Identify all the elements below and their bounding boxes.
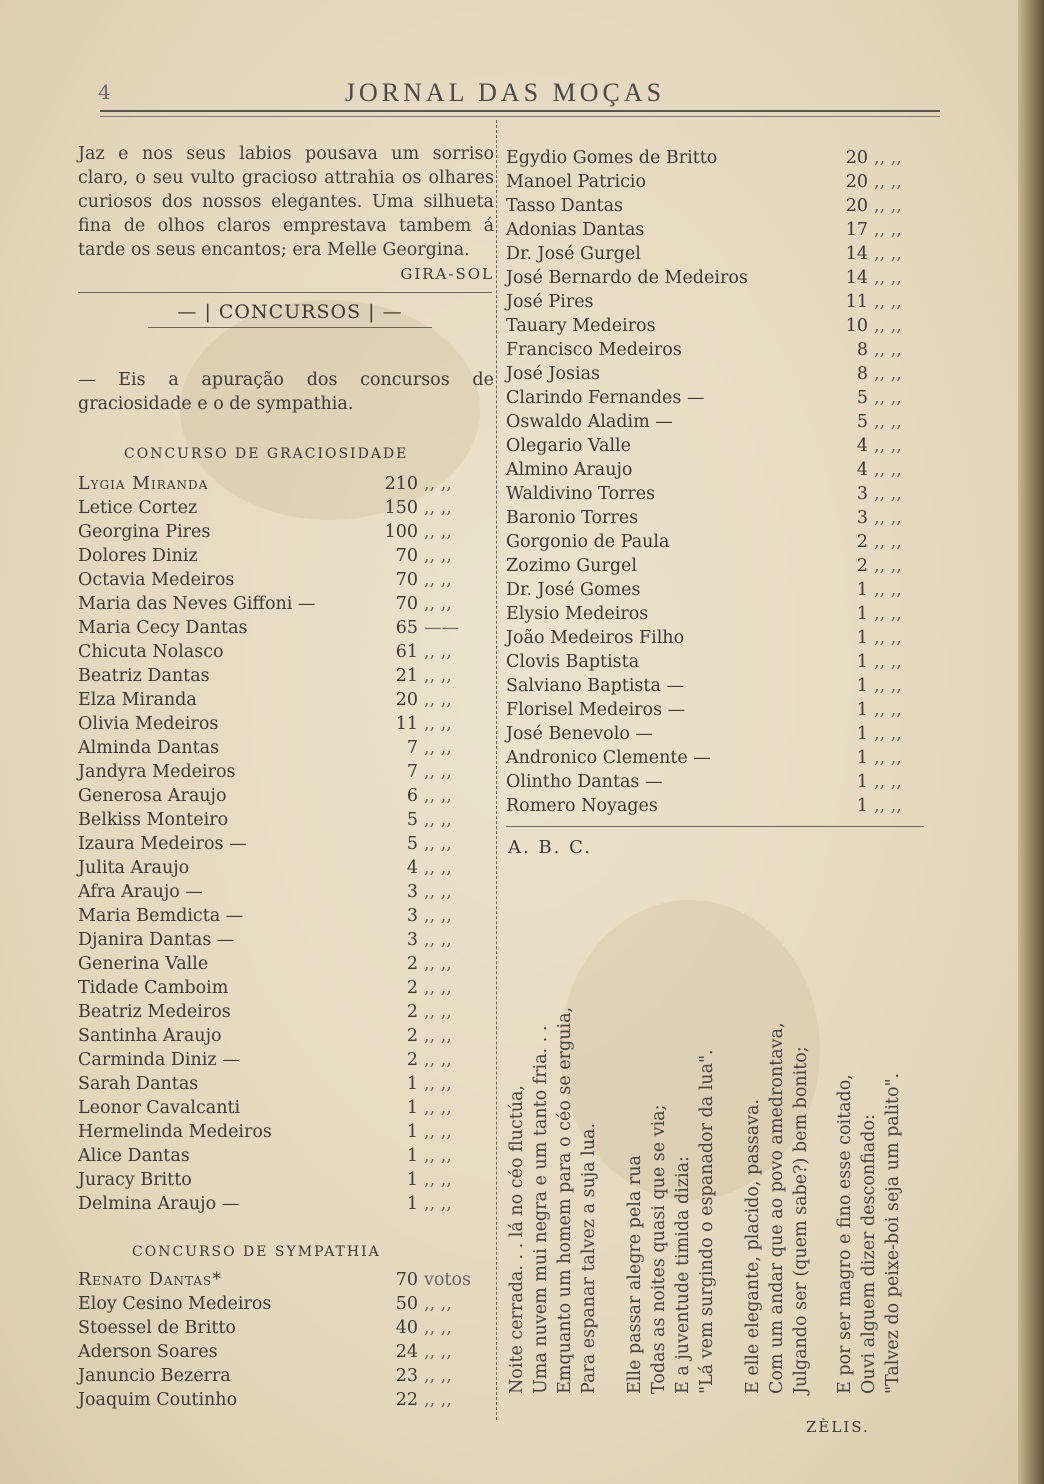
vote-count: 5 — [856, 388, 868, 408]
result-row — [78, 688, 494, 712]
candidate-name: Hermelinda Medeiros — [78, 1122, 272, 1142]
right-column — [506, 146, 926, 858]
vote-unit: ,, ,, — [424, 570, 452, 590]
vote-unit: ,, ,, — [424, 1146, 452, 1166]
vote-count: 1 — [406, 1194, 418, 1214]
vote-unit: ,, ,, — [424, 666, 452, 686]
vote-count: 1 — [856, 604, 868, 624]
candidate-name: Delmina Araujo — — [78, 1194, 240, 1214]
result-row — [506, 578, 926, 602]
candidate-name: Generina Valle — [78, 954, 209, 974]
vote-count: 20 — [845, 196, 868, 216]
vote-count: 1 — [856, 580, 868, 600]
vote-unit: ,, ,, — [874, 796, 902, 816]
candidate-name: Oswaldo Aladim — — [506, 412, 673, 432]
vote-unit: ,, ,, — [424, 1170, 452, 1190]
candidate-name: Eloy Cesino Medeiros — [78, 1294, 272, 1314]
prose-paragraph: Jaz e nos seus labios pousava um sorriso claro, o seu vulto gracioso attrahia os olhares curiosos dos nossos elegantes. Uma silhueta fina de olhos claros emprestava tambem á tarde os seus encantos; era Melle Georgina. — [78, 144, 494, 260]
candidate-name: Egydio Gomes de Britto — [506, 148, 718, 168]
vote-unit: ,, ,, — [424, 810, 452, 830]
result-row — [78, 760, 494, 784]
candidate-name: Waldivino Torres — [506, 484, 656, 504]
result-row — [78, 1024, 494, 1048]
vote-unit: ,, ,, — [874, 172, 902, 192]
poem-line: "Talvez do peixe-boi seja um palito". — [883, 1072, 903, 1394]
result-row — [78, 1096, 494, 1120]
vote-unit: ,, ,, — [424, 522, 452, 542]
result-row — [78, 1292, 494, 1316]
result-row — [506, 146, 926, 170]
result-row — [78, 616, 494, 640]
vote-unit: ,, ,, — [424, 1122, 452, 1142]
vote-count: 70 — [395, 546, 418, 566]
vote-count: 17 — [845, 220, 868, 240]
result-row — [506, 626, 926, 650]
result-row — [506, 266, 926, 290]
vote-unit: ,, ,, — [874, 748, 902, 768]
header-rule — [100, 110, 940, 117]
poem-line: Ouvi alguem dizer desconfiado: — [859, 1114, 879, 1394]
vote-count: 1 — [406, 1170, 418, 1190]
vote-count: 70 — [395, 1270, 418, 1290]
candidate-name: Tasso Dantas — [506, 196, 623, 216]
candidate-name: Olintho Dantas — — [506, 772, 663, 792]
vote-unit: ,, ,, — [424, 1074, 452, 1094]
graciosidade-list — [78, 472, 494, 1216]
vote-count: 1 — [856, 796, 868, 816]
candidate-name: Beatriz Medeiros — [78, 1002, 231, 1022]
poem-line: Uma nuvem mui negra e um tanto fria. . . — [531, 1025, 551, 1394]
vote-count: 100 — [384, 522, 418, 542]
result-row — [78, 1000, 494, 1024]
vote-unit: ,, ,, — [424, 594, 452, 614]
candidate-name: Joaquim Coutinho — [78, 1390, 238, 1410]
candidate-name: Dolores Diniz — [78, 546, 198, 566]
vote-unit: ,, ,, — [424, 882, 452, 902]
result-row — [506, 170, 926, 194]
vote-unit: ,, ,, — [424, 1390, 452, 1410]
vote-count: 3 — [406, 930, 418, 950]
candidate-name: Florisel Medeiros — — [506, 700, 686, 720]
vote-unit: ,, ,, — [424, 858, 452, 878]
vote-count: 61 — [395, 642, 418, 662]
vote-unit: ,, ,, — [424, 1342, 452, 1362]
result-row — [78, 832, 494, 856]
result-row — [78, 712, 494, 736]
candidate-name: Maria das Neves Giffoni — — [78, 594, 316, 614]
vote-count: 3 — [406, 906, 418, 926]
vote-count: 5 — [406, 834, 418, 854]
vote-unit: ,, ,, — [874, 772, 902, 792]
vote-count: 20 — [845, 172, 868, 192]
vote-count: 8 — [856, 364, 868, 384]
result-row — [78, 1340, 494, 1364]
candidate-name: Olivia Medeiros — [78, 714, 219, 734]
vote-count: 210 — [384, 474, 418, 494]
result-row — [506, 482, 926, 506]
vote-unit: ,, ,, — [424, 1026, 452, 1046]
candidate-name: Andronico Clemente — — [506, 748, 711, 768]
vote-count: 3 — [856, 484, 868, 504]
candidate-name: Stoessel de Britto — [78, 1318, 236, 1338]
vote-unit: ,, ,, — [874, 724, 902, 744]
result-row — [78, 592, 494, 616]
vote-unit: ,, ,, — [424, 1366, 452, 1386]
result-row — [506, 650, 926, 674]
vote-count: 22 — [395, 1390, 418, 1410]
vote-unit: ,, ,, — [874, 292, 902, 312]
result-row — [78, 736, 494, 760]
candidate-name: Izaura Medeiros — — [78, 834, 247, 854]
abc-rule — [506, 826, 924, 827]
result-row — [78, 1192, 494, 1216]
result-row — [78, 1316, 494, 1340]
candidate-name: Lygia Miranda — [78, 474, 209, 494]
vote-count: 4 — [856, 460, 868, 480]
sympathia-title: CONCURSO DE SYMPATHIA — [132, 1244, 381, 1260]
vote-unit: ,, ,, — [424, 1002, 452, 1022]
poem-line: Elle passar alegre pela rua — [625, 1155, 645, 1394]
vote-unit: ,, ,, — [874, 604, 902, 624]
candidate-name: Olegario Valle — [506, 436, 632, 456]
vote-count: 2 — [406, 978, 418, 998]
vote-unit: ,, ,, — [874, 676, 902, 696]
abc-title: A. B. C. — [508, 837, 592, 858]
vote-count: 40 — [395, 1318, 418, 1338]
candidate-name: Chicuta Nolasco — [78, 642, 224, 662]
journal-title: JORNAL DAS MOÇAS — [344, 78, 666, 107]
candidate-name: Georgina Pires — [78, 522, 211, 542]
vote-count: 21 — [395, 666, 418, 686]
column-divider — [496, 120, 497, 1420]
poem-line: Com um andar que ao povo amedrontava, — [767, 1022, 787, 1394]
vote-count: 20 — [845, 148, 868, 168]
sympathia-continued-list — [506, 146, 926, 818]
candidate-name: José Benevolo — — [506, 724, 653, 744]
candidate-name: Leonor Cavalcanti — [78, 1098, 241, 1118]
vote-unit: ,, ,, — [424, 1050, 452, 1070]
vote-count: 1 — [856, 628, 868, 648]
result-row — [506, 698, 926, 722]
vote-count: 150 — [384, 498, 418, 518]
result-row — [506, 218, 926, 242]
candidate-name: Juracy Britto — [78, 1170, 192, 1190]
result-row — [78, 1168, 494, 1192]
vote-unit: —— — [424, 618, 459, 638]
sympathia-list — [78, 1268, 494, 1412]
vote-unit: ,, ,, — [424, 474, 452, 494]
result-row — [78, 856, 494, 880]
vote-unit: ,, ,, — [874, 436, 902, 456]
result-row — [506, 794, 926, 818]
vote-unit: ,, ,, — [874, 484, 902, 504]
abc-poem — [506, 888, 926, 1408]
vote-count: 2 — [406, 1050, 418, 1070]
vote-count: 50 — [395, 1294, 418, 1314]
vote-count: 1 — [856, 676, 868, 696]
result-row — [78, 1364, 494, 1388]
result-row — [506, 194, 926, 218]
vote-count: 2 — [406, 1026, 418, 1046]
result-row — [506, 386, 926, 410]
poem-line: Julgando ser (quem sabe?) bem bonito; — [791, 1046, 811, 1394]
candidate-name: Djanira Dantas — — [78, 930, 235, 950]
result-row — [78, 808, 494, 832]
vote-unit: ,, ,, — [424, 978, 452, 998]
vote-count: 8 — [856, 340, 868, 360]
vote-unit: ,, ,, — [424, 762, 452, 782]
result-row — [78, 496, 494, 520]
result-row — [78, 640, 494, 664]
result-row — [506, 410, 926, 434]
candidate-name: Romero Noyages — [506, 796, 658, 816]
vote-unit: ,, ,, — [424, 1318, 452, 1338]
candidate-name: José Bernardo de Medeiros — [506, 268, 748, 288]
page-edge — [1018, 0, 1044, 1484]
candidate-name: Adonias Dantas — [506, 220, 645, 240]
candidate-name: Maria Bemdicta — — [78, 906, 244, 926]
vote-unit: ,, ,, — [424, 498, 452, 518]
result-row — [506, 554, 926, 578]
page-number: 4 — [98, 80, 111, 104]
candidate-name: Belkiss Monteiro — [78, 810, 229, 830]
vote-count: 1 — [856, 748, 868, 768]
vote-unit: ,, ,, — [874, 388, 902, 408]
vote-count: 2 — [406, 954, 418, 974]
candidate-name: Almino Araujo — [506, 460, 633, 480]
vote-unit: ,, ,, — [874, 196, 902, 216]
vote-count: 65 — [395, 618, 418, 638]
candidate-name: Alminda Dantas — [78, 738, 220, 758]
vote-count: 1 — [856, 652, 868, 672]
candidate-name: João Medeiros Filho — [506, 628, 685, 648]
vote-count: 6 — [406, 786, 418, 806]
result-row — [78, 1388, 494, 1412]
candidate-name: Jandyra Medeiros — [78, 762, 236, 782]
vote-count: 1 — [406, 1074, 418, 1094]
vote-count: 4 — [856, 436, 868, 456]
vote-count: 2 — [856, 556, 868, 576]
vote-count: 1 — [856, 772, 868, 792]
candidate-name: Carminda Diniz — — [78, 1050, 240, 1070]
vote-count: 11 — [395, 714, 418, 734]
vote-unit: ,, ,, — [424, 642, 452, 662]
poem-line: E por ser magro e fino esse coitado, — [835, 1074, 855, 1394]
vote-unit: ,, ,, — [424, 1098, 452, 1118]
result-row — [506, 602, 926, 626]
intro-prose — [78, 142, 494, 286]
candidate-name: Baronio Torres — [506, 508, 639, 528]
candidate-name: Generosa Araujo — [78, 786, 227, 806]
vote-count: 5 — [406, 810, 418, 830]
vote-unit: votos — [424, 1270, 471, 1290]
vote-unit: ,, ,, — [874, 580, 902, 600]
vote-unit: ,, ,, — [874, 532, 902, 552]
vote-count: 10 — [845, 316, 868, 336]
candidate-name: José Pires — [506, 292, 594, 312]
vote-count: 20 — [395, 690, 418, 710]
vote-unit: ,, ,, — [874, 316, 902, 336]
candidate-name: Zozimo Gurgel — [506, 556, 637, 576]
vote-count: 4 — [406, 858, 418, 878]
result-row — [506, 530, 926, 554]
poem-line: E a juventude timida dizia: — [673, 1156, 693, 1394]
candidate-name: Tidade Camboim — [78, 978, 229, 998]
candidate-name: Dr. José Gurgel — [506, 244, 641, 264]
vote-unit: ,, ,, — [874, 412, 902, 432]
vote-count: 2 — [406, 1002, 418, 1022]
result-row — [506, 458, 926, 482]
vote-unit: ,, ,, — [424, 1294, 452, 1314]
result-row — [78, 1120, 494, 1144]
vote-count: 1 — [856, 700, 868, 720]
vote-count: 70 — [395, 594, 418, 614]
poem-line: "Lá vem surgindo o espanador da lua". — [697, 1049, 717, 1394]
vote-count: 1 — [406, 1146, 418, 1166]
candidate-name: Clarindo Fernandes — — [506, 388, 705, 408]
candidate-name: Elza Miranda — [78, 690, 197, 710]
result-row — [78, 1144, 494, 1168]
candidate-name: Letice Cortez — [78, 498, 198, 518]
vote-unit: ,, ,, — [874, 268, 902, 288]
result-row — [506, 314, 926, 338]
vote-count: 70 — [395, 570, 418, 590]
vote-count: 3 — [856, 508, 868, 528]
vote-unit: ,, ,, — [874, 460, 902, 480]
result-row — [506, 506, 926, 530]
result-row — [506, 722, 926, 746]
concursos-heading: — | CONCURSOS | — — [148, 301, 432, 328]
result-row — [506, 770, 926, 794]
result-row — [506, 338, 926, 362]
result-row — [78, 880, 494, 904]
vote-unit: ,, ,, — [424, 786, 452, 806]
candidate-name: Renato Dantas* — [78, 1270, 223, 1290]
candidate-name: Tauary Medeiros — [506, 316, 656, 336]
result-row — [78, 1268, 494, 1292]
candidate-name: Gorgonio de Paula — [506, 532, 670, 552]
vote-unit: ,, ,, — [424, 546, 452, 566]
poem-line: Todas as noites quasi que se via; — [649, 1104, 669, 1394]
result-row — [506, 674, 926, 698]
vote-count: 3 — [406, 882, 418, 902]
vote-unit: ,, ,, — [874, 244, 902, 264]
vote-count: 1 — [406, 1098, 418, 1118]
candidate-name: Elysio Medeiros — [506, 604, 649, 624]
candidate-name: Octavia Medeiros — [78, 570, 235, 590]
poem-line: E elle elegante, placido, passava. — [743, 1099, 763, 1394]
result-row — [78, 472, 494, 496]
vote-count: 14 — [845, 268, 868, 288]
vote-unit: ,, ,, — [874, 340, 902, 360]
result-row — [506, 746, 926, 770]
vote-unit: ,, ,, — [424, 954, 452, 974]
candidate-name: José Josias — [506, 364, 600, 384]
vote-unit: ,, ,, — [874, 700, 902, 720]
candidate-name: Clovis Baptista — [506, 652, 640, 672]
candidate-name: Alice Dantas — [78, 1146, 190, 1166]
result-row — [506, 362, 926, 386]
vote-unit: ,, ,, — [424, 930, 452, 950]
candidate-name: Francisco Medeiros — [506, 340, 682, 360]
candidate-name: Sarah Dantas — [78, 1074, 199, 1094]
vote-count: 11 — [845, 292, 868, 312]
left-column — [78, 142, 494, 1412]
vote-unit: ,, ,, — [874, 652, 902, 672]
poem-line: Para espanar talvez a suja lua. — [579, 1122, 599, 1394]
candidate-name: Julita Araujo — [78, 858, 190, 878]
vote-unit: ,, ,, — [874, 556, 902, 576]
vote-count: 24 — [395, 1342, 418, 1362]
result-row — [78, 976, 494, 1000]
vote-count: 23 — [395, 1366, 418, 1386]
vote-unit: ,, ,, — [424, 1194, 452, 1214]
vote-unit: ,, ,, — [424, 906, 452, 926]
result-row — [506, 434, 926, 458]
result-row — [78, 520, 494, 544]
vote-unit: ,, ,, — [874, 508, 902, 528]
vote-unit: ,, ,, — [424, 714, 452, 734]
poem-line: Emquanto um homem para o céo se erguia, — [555, 1006, 575, 1394]
result-row — [78, 664, 494, 688]
candidate-name: Aderson Soares — [78, 1342, 218, 1362]
result-row — [78, 1072, 494, 1096]
result-row — [78, 928, 494, 952]
prose-signature: GIRA-SOL — [400, 265, 494, 283]
result-row — [78, 784, 494, 808]
page-header — [70, 74, 940, 114]
result-row — [78, 904, 494, 928]
vote-unit: ,, ,, — [874, 148, 902, 168]
candidate-name: Manoel Patricio — [506, 172, 647, 192]
candidate-name: Beatriz Dantas — [78, 666, 210, 686]
vote-count: 2 — [856, 532, 868, 552]
vote-unit: ,, ,, — [424, 834, 452, 854]
vote-unit: ,, ,, — [874, 628, 902, 648]
result-row — [506, 290, 926, 314]
candidate-name: Januncio Bezerra — [78, 1366, 231, 1386]
candidate-name: Dr. José Gomes — [506, 580, 641, 600]
candidate-name: Salviano Baptista — — [506, 676, 684, 696]
result-row — [78, 544, 494, 568]
candidate-name: Santinha Araujo — [78, 1026, 222, 1046]
vote-unit: ,, ,, — [874, 220, 902, 240]
result-row — [78, 568, 494, 592]
section-rule — [78, 292, 492, 293]
vote-count: 7 — [406, 762, 418, 782]
concursos-intro: — Eis a apuração dos concursos de graciosidade e o de sympathia. — [78, 370, 494, 414]
poem-author: ZÈLIS. — [806, 1418, 870, 1436]
candidate-name: Afra Araujo — — [78, 882, 203, 902]
vote-count: 7 — [406, 738, 418, 758]
vote-unit: ,, ,, — [874, 364, 902, 384]
result-row — [78, 952, 494, 976]
vote-count: 1 — [856, 724, 868, 744]
candidate-name: Maria Cecy Dantas — [78, 618, 248, 638]
vote-count: 5 — [856, 412, 868, 432]
result-row — [506, 242, 926, 266]
vote-count: 1 — [406, 1122, 418, 1142]
vote-unit: ,, ,, — [424, 690, 452, 710]
vote-count: 14 — [845, 244, 868, 264]
result-row — [78, 1048, 494, 1072]
graciosidade-title: CONCURSO DE GRACIOSIDADE — [124, 446, 409, 462]
poem-line: Noite cerrada. . . lá no céo fluctúa, — [507, 1085, 527, 1394]
vote-unit: ,, ,, — [424, 738, 452, 758]
